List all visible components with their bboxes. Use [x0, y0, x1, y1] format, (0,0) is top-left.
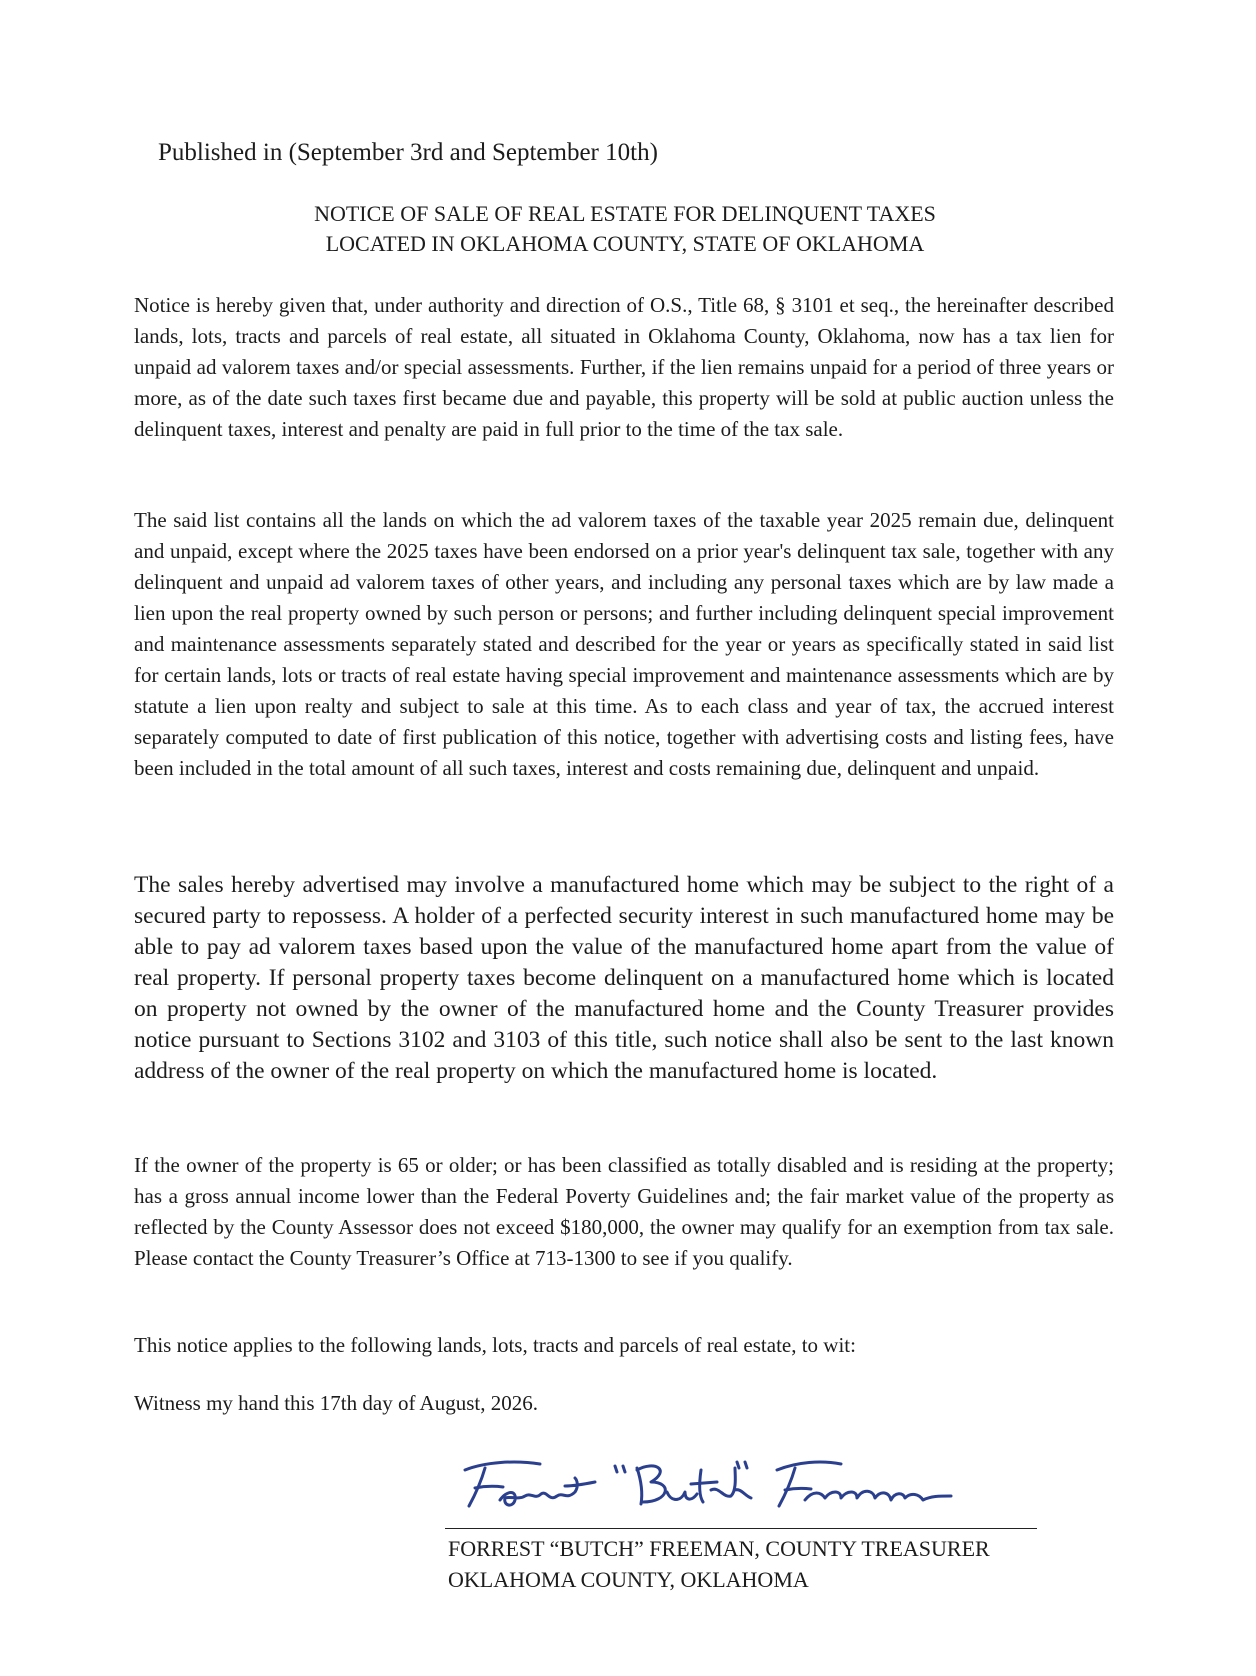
paragraph-tax-lien-notice: Notice is hereby given that, under authority and direction of O.S., Title 68, § 3101 et seq., the hereinafter described lands, lots, tracts and parcels of real estate, all situated in Oklahoma County, Oklahoma, now has a tax lien for unpaid ad valorem taxes and/or special assessments. Further, if the lien remains unpaid for a period of three years or more, as of the date such taxes first became due and payable, this property will be sold at public auction unless the delinquent taxes, interest and penalty are paid in full prior to the time of the tax sale. [134, 293, 1114, 441]
paragraph-exemption: If the owner of the property is 65 or older; or has been classified as totally disabled and is residing at the property; has a gross annual income lower than the Federal Poverty Guidelines and; the fair market value of the property as reflected by the County Assessor does not exceed $180,000, the owner may qualify for an exemption from tax sale. Please contact the County Treasurer’s Office at 713-1300 to see if you qualify. [134, 1153, 1114, 1270]
publication-dates: Published in (September 3rd and September 10th) [158, 139, 658, 166]
notice-title-line-2: LOCATED IN OKLAHOMA COUNTY, STATE OF OKLAHOMA [325, 231, 925, 256]
signer-name-title: FORREST “BUTCH” FREEMAN, COUNTY TREASURER [448, 1536, 990, 1561]
handwritten-signature [445, 1440, 965, 1515]
paragraph-manufactured-home: The sales hereby advertised may involve a manufactured home which may be subject to the right of a secured party to repossess. A holder of a perfected security interest in such manufactured home may be able to pay ad valorem taxes based upon the value of the manufactured home apart from the value of real property. If personal property taxes become delinquent on a manufactured home which is located on property not owned by the owner of the manufactured home and the County Treasurer provides notice pursuant to Sections 3102 and 3103 of this title, such notice shall also be sent to the last known address of the owner of the real property on which the manufactured home is located. [134, 872, 1114, 1084]
signature-line [445, 1528, 1037, 1529]
witness-statement: Witness my hand this 17th day of August, 2026. [134, 1391, 538, 1415]
paragraph-applies-to: This notice applies to the following lands, lots, tracts and parcels of real estate, to wit: [134, 1333, 856, 1357]
signer-county: OKLAHOMA COUNTY, OKLAHOMA [448, 1567, 809, 1592]
paragraph-delinquent-list: The said list contains all the lands on which the ad valorem taxes of the taxable year 2025 remain due, delinquent and unpaid, except where the 2025 taxes have been endorsed on a prior year's delinquent tax sale, together with any delinquent and unpaid ad valorem taxes of other years, and including any personal taxes which are by law made a lien upon the real property owned by such person or persons; and further including delinquent special improvement and maintenance assessments separately stated and described for the year or years as specifically stated in said list for certain lands, lots or tracts of real estate having special improvement and maintenance assessments which are by statute a lien upon realty and subject to sale at this time. As to each class and year of tax, the accrued interest separately computed to date of first publication of this notice, together with advertising costs and listing fees, have been included in the total amount of all such taxes, interest and costs remaining due, delinquent and unpaid. [134, 508, 1114, 780]
notice-title-line-1: NOTICE OF SALE OF REAL ESTATE FOR DELINQUENT TAXES [314, 201, 936, 226]
